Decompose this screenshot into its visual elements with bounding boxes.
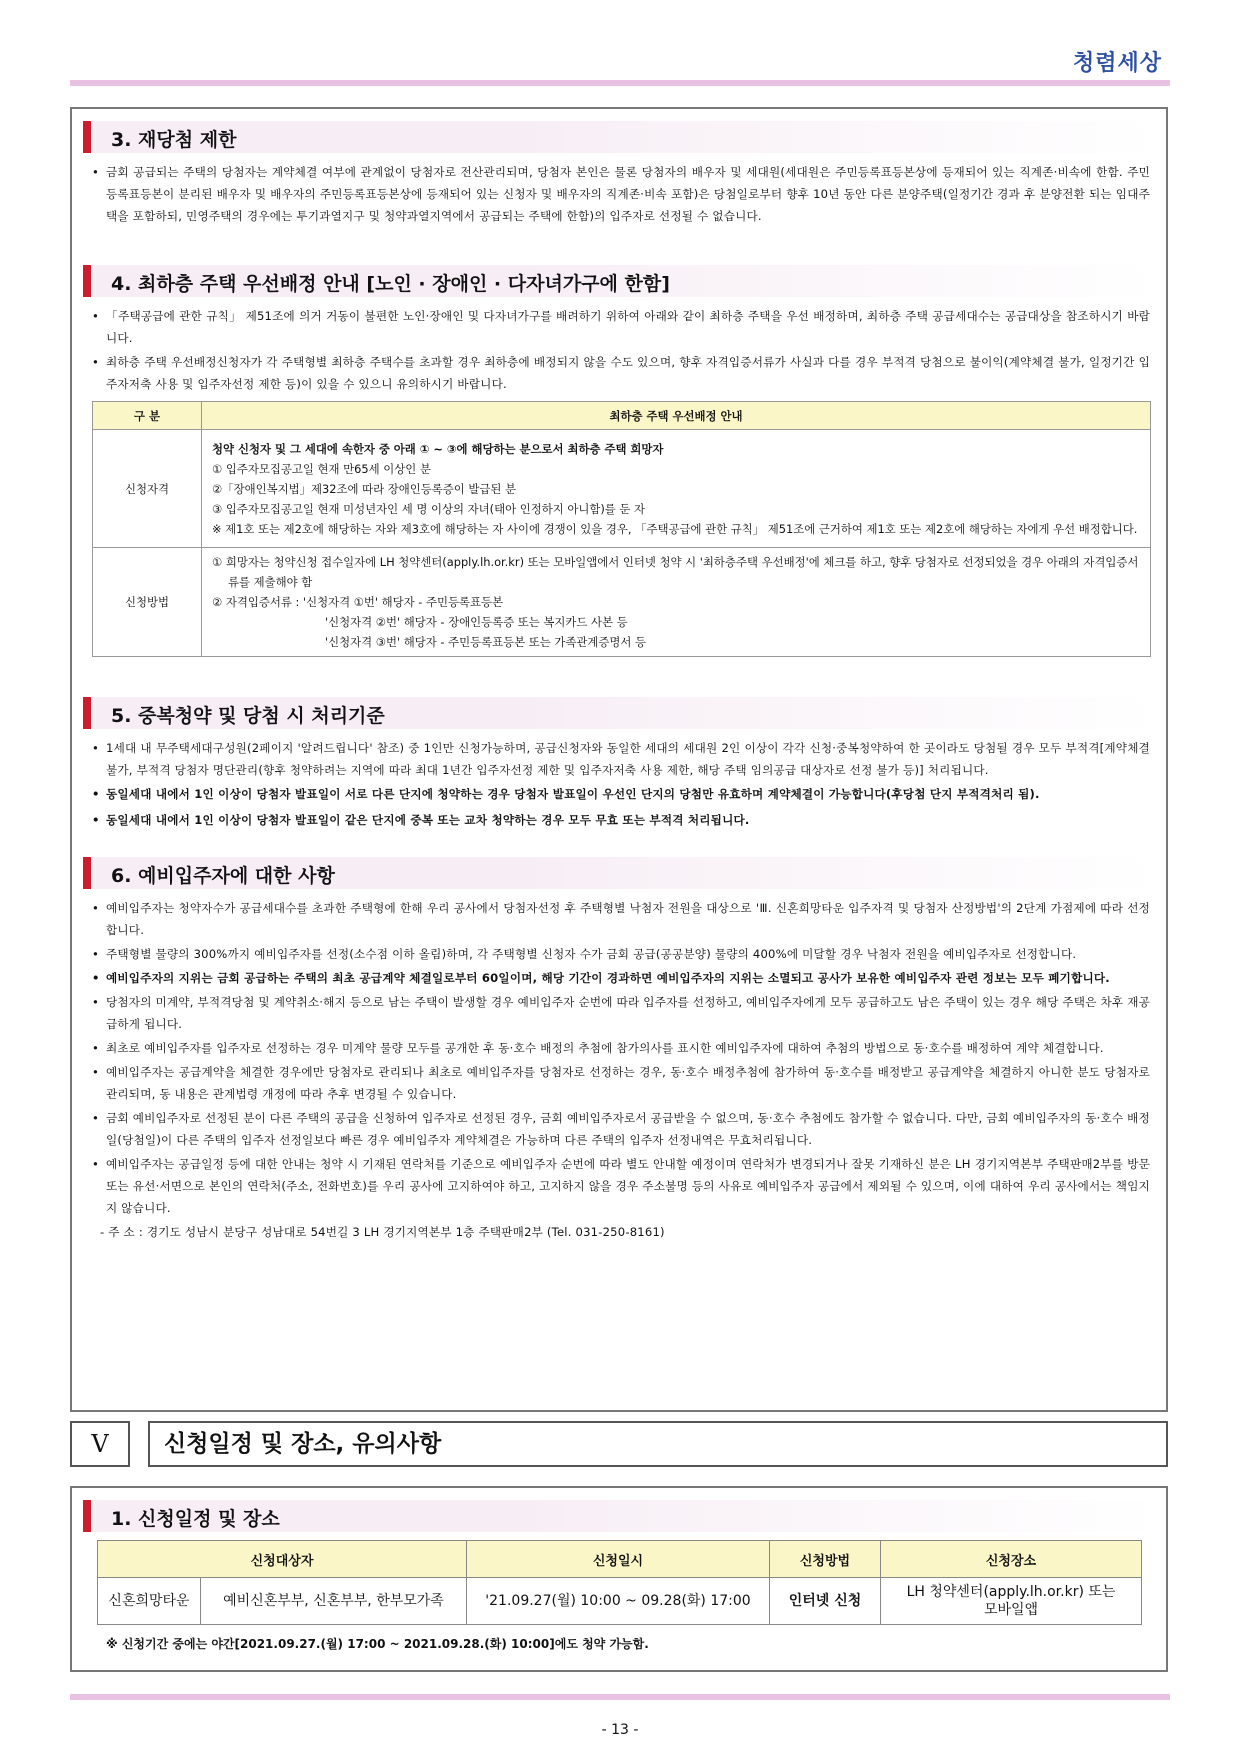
table-header: 신청대상자 bbox=[98, 1541, 467, 1578]
s6-bullet: • 예비입주자의 지위는 금회 공급하는 주택의 최초 공급계약 체결일로부터 60일이며, 해당 기간이 경과하면 예비입주자의 지위는 소멸되고 공사가 보유한 예비입주자 관련 정보는 모두 폐기합니다. bbox=[92, 967, 1150, 989]
table-header: 구 분 bbox=[93, 402, 202, 430]
table-cell bbox=[881, 1578, 1142, 1625]
s6-bullet: • 주택형별 물량의 300%까지 예비입주자를 선정(소수점 이하 올림)하며, 각 주택형별 신청자 수가 금회 공급(공공분양) 물량의 400%에 미달할 경우 낙첨자 전원을 예비입주자로 선정합니다. bbox=[92, 943, 1150, 965]
eligibility-cell bbox=[202, 430, 1151, 548]
section-6-title: 6. 예비입주자에 대한 사항 bbox=[111, 865, 335, 887]
chapter-header bbox=[70, 1421, 1168, 1467]
table-cell: 인터넷 신청 bbox=[770, 1578, 881, 1625]
contact-address: - 주 소 : 경기도 성남시 분당구 성남대로 54번길 3 LH 경기지역본부 1층 주택판매2부 (Tel. 031-250-8161) bbox=[100, 1225, 665, 1239]
method-item: '신청자격 ②번' 해당자 - 장애인등록증 또는 복지카드 사본 등 bbox=[325, 615, 628, 629]
place-line: LH 청약센터(apply.lh.or.kr) 또는 bbox=[906, 1584, 1116, 1600]
table-cell: 예비신혼부부, 신혼부부, 한부모가족 bbox=[201, 1578, 467, 1625]
schedule-table bbox=[97, 1540, 1142, 1625]
s6-bullet: • 예비입주자는 공급계약을 체결한 경우에만 당첨자로 관리되나 최초로 예비입주자를 당첨자로 선정하는 경우, 동·호수 배정추첨에 참가하여 동·호수를 배정받고 공급계약을 체결하지 아니한 분도 당첨자로 관리되며, 동 내용은 관계법령 개정에 따라 추후 변경될 수 있습니다. bbox=[92, 1061, 1150, 1105]
section-marker bbox=[83, 121, 91, 153]
s6-bullet: • 예비입주자는 청약자수가 공급세대수를 초과한 주택형에 한해 우리 공사에서 당첨자선정 후 주택형별 낙첨자 전원을 대상으로 'Ⅲ. 신혼희망타운 입주자격 및 당첨자 산정방법'의 2단계 가점제에 따라 선정합니다. bbox=[92, 897, 1150, 941]
bottom-divider bbox=[70, 1694, 1170, 1700]
place-line: 모바일앱 bbox=[983, 1602, 1039, 1618]
section-4-header bbox=[83, 265, 1157, 297]
schedule-note: ※ 신청기간 중에는 야간[2021.09.27.(월) 17:00 ~ 2021.09.28.(화) 10:00]에도 청약 가능함. bbox=[106, 1637, 649, 1651]
table-header: 신청장소 bbox=[881, 1541, 1142, 1578]
table-header: 신청방법 bbox=[770, 1541, 881, 1578]
section-marker bbox=[83, 697, 91, 729]
main-content-frame bbox=[70, 107, 1168, 1412]
section-3-header bbox=[83, 121, 1157, 153]
eligibility-item: ① 입주자모집공고일 현재 만65세 이상인 분 bbox=[212, 461, 431, 476]
eligibility-note: ※ 제1호 또는 제2호에 해당하는 자와 제3호에 해당하는 자 사이에 경쟁이 있을 경우, 「주택공급에 관한 규칙」 제51조에 근거하여 제1호 또는 제2호에 해당하는 자에게 우선 배정합니다. bbox=[212, 521, 1138, 536]
eligibility-intro: 청약 신청자 및 그 세대에 속한자 중 아래 ① ~ ③에 해당하는 분으로서 최하층 주택 희망자 bbox=[212, 441, 664, 456]
schedule-title: 1. 신청일정 및 장소 bbox=[111, 1508, 280, 1530]
chapter-number: V bbox=[70, 1421, 130, 1467]
s6-bullet: • 당첨자의 미계약, 부적격당첨 및 계약취소·해지 등으로 남는 주택이 발생할 경우 예비입주자 순번에 따라 입주자를 선정하고, 예비입주자에게 모두 공급하고도 남은 주택이 있는 경우 해당 주택은 차후 재공급하게 됩니다. bbox=[92, 991, 1150, 1035]
row-label: 신청자격 bbox=[93, 430, 202, 548]
row-label: 신청방법 bbox=[93, 548, 202, 657]
lowest-floor-table bbox=[92, 401, 1151, 657]
section-marker bbox=[83, 265, 91, 297]
chapter-title: 신청일정 및 장소, 유의사항 bbox=[148, 1421, 1168, 1467]
section-3-title: 3. 재당첨 제한 bbox=[111, 129, 237, 151]
section-6-header bbox=[83, 857, 1157, 889]
s5-bullet: • 동일세대 내에서 1인 이상이 당첨자 발표일이 서로 다른 단지에 청약하는 경우 당첨자 발표일이 우선인 단지의 당첨만 유효하며 계약체결이 가능합니다(후당첨 단지 부적격처리 됨). bbox=[92, 783, 1150, 805]
s5-bullet: • 동일세대 내에서 1인 이상이 당첨자 발표일이 같은 단지에 중복 또는 교차 청약하는 경우 모두 무효 또는 부적격 처리됩니다. bbox=[92, 809, 1150, 831]
section-5-title: 5. 중복청약 및 당첨 시 처리기준 bbox=[111, 705, 385, 727]
s6-bullet: • 금회 예비입주자로 선정된 분이 다른 주택의 공급을 신청하여 입주자로 선정된 경우, 금회 예비입주자로서 공급받을 수 없으며, 동·호수 추첨에도 참가할 수 없습니다. 다만, 금회 예비입주자의 동·호수 배정일(당첨일)이 다른 주택의 입주자 선정일보다 빠른 경우 예비입주자 계약체결은 가능하며 다른 주택의 입주자 선정내역은 무효처리됩니다. bbox=[92, 1107, 1150, 1151]
method-item: ① 희망자는 청약신청 접수일자에 LH 청약센터(apply.lh.or.kr) 또는 모바일앱에서 인터넷 청약 시 '최하층주택 우선배정'에 체크를 하고, 향후 당첨자로 선정되었을 경우 아래의 자격입증서류를 제출해야 함 bbox=[212, 555, 1139, 589]
s6-bullet: • 최초로 예비입주자를 입주자로 선정하는 경우 미계약 물량 모두를 공개한 후 동·호수 배정의 추첨에 참가의사를 표시한 예비입주자에 대하여 추첨의 방법으로 동·호수를 배정하여 계약 체결합니다. bbox=[92, 1037, 1150, 1059]
s3-bullet: • 금회 공급되는 주택의 당첨자는 계약체결 여부에 관계없이 당첨자로 전산관리되며, 당첨자 본인은 물론 당첨자의 배우자 및 세대원(세대원은 주민등록표등본상에 등재되어 있는 직계존·비속에 한함. 주민등록표등본이 분리된 배우자 및 배우자의 주민등록표등본상에 등재되어 있는 신청자 및 배우자의 직계존·비속 포함)은 당첨일로부터 향후 10년 동안 다른 분양주택(일정기간 경과 후 분양전환 되는 임대주택을 포함하되, 민영주택의 경우에는 투기과열지구 및 청약과열지역에서 공급되는 주택에 한함)의 입주자로 선정될 수 없습니다. bbox=[92, 161, 1150, 227]
schedule-header bbox=[83, 1500, 1157, 1532]
s4-bullet: • 「주택공급에 관한 규칙」 제51조에 의거 거동이 불편한 노인·장애인 및 다자녀가구를 배려하기 위하여 아래와 같이 최하층 주택을 우선 배정하며, 최하층 주택 공급세대수는 공급대상을 참조하시기 바랍니다. bbox=[92, 305, 1150, 349]
eligibility-item: ③ 입주자모집공고일 현재 미성년자인 세 명 이상의 자녀(태아 인정하지 아니함)를 둔 자 bbox=[212, 501, 646, 516]
schedule-frame bbox=[70, 1486, 1168, 1672]
table-header: 최하층 주택 우선배정 안내 bbox=[202, 402, 1151, 430]
method-item: '신청자격 ③번' 해당자 - 주민등록표등본 또는 가족관계증명서 등 bbox=[325, 635, 647, 649]
s6-bullet: • 예비입주자는 공급일정 등에 대한 안내는 청약 시 기재된 연락처를 기준으로 예비입주자 순번에 따라 별도 안내할 예정이며 연락처가 변경되거나 잘못 기재하신 분은 LH 경기지역본부 주택판매2부를 방문 또는 유선·서면으로 본인의 연락처(주소, 전화번호)를 우리 공사에 고지하여야 하고, 고지하지 않을 경우 주소불명 등의 사유로 예비입주자 공급에서 제외될 수 있으며, 이에 대하여 우리 공사에서는 책임지지 않습니다. bbox=[92, 1153, 1150, 1219]
method-cell bbox=[202, 548, 1151, 657]
page-number: - 13 - bbox=[601, 1722, 639, 1738]
section-5-header bbox=[83, 697, 1157, 729]
top-divider bbox=[70, 80, 1170, 86]
section-4-title: 4. 최하층 주택 우선배정 안내 [노인 · 장애인 · 다자녀가구에 한함] bbox=[111, 273, 670, 295]
method-item: ② 자격입증서류 : '신청자격 ①번' 해당자 - 주민등록표등본 bbox=[212, 595, 504, 609]
section-marker bbox=[83, 1500, 91, 1532]
s4-bullet: • 최하층 주택 우선배정신청자가 각 주택형별 최하층 주택수를 초과할 경우 최하층에 배정되지 않을 수도 있으며, 향후 자격입증서류가 사실과 다를 경우 부적격 당첨으로 불이익(계약체결 불가, 일정기간 입주자저축 사용 및 입주자선정 제한 등)이 있을 수 있으니 유의하시기 바랍니다. bbox=[92, 351, 1150, 395]
section-marker bbox=[83, 857, 91, 889]
logo: 청렴세상 bbox=[1072, 51, 1162, 76]
table-cell: '21.09.27(월) 10:00 ~ 09.28(화) 17:00 bbox=[467, 1578, 770, 1625]
eligibility-item: ②「장애인복지법」제32조에 따라 장애인등록증이 발급된 분 bbox=[212, 481, 517, 496]
s5-bullet: • 1세대 내 무주택세대구성원(2페이지 '알려드립니다' 참조) 중 1인만 신청가능하며, 공급신청자와 동일한 세대의 세대원 2인 이상이 각각 신청·중복청약하여 한 곳이라도 당첨될 경우 모두 부적격[계약체결 불가, 부적격 당첨자 명단관리(향후 청약하려는 지역에 따라 최대 1년간 입주자선정 제한 및 입주자저축 사용 제한, 해당 주택 임의공급 대상자로 선정 불가 등)] 처리됩니다. bbox=[92, 737, 1150, 781]
table-cell: 신혼희망타운 bbox=[98, 1578, 201, 1625]
table-header: 신청일시 bbox=[467, 1541, 770, 1578]
